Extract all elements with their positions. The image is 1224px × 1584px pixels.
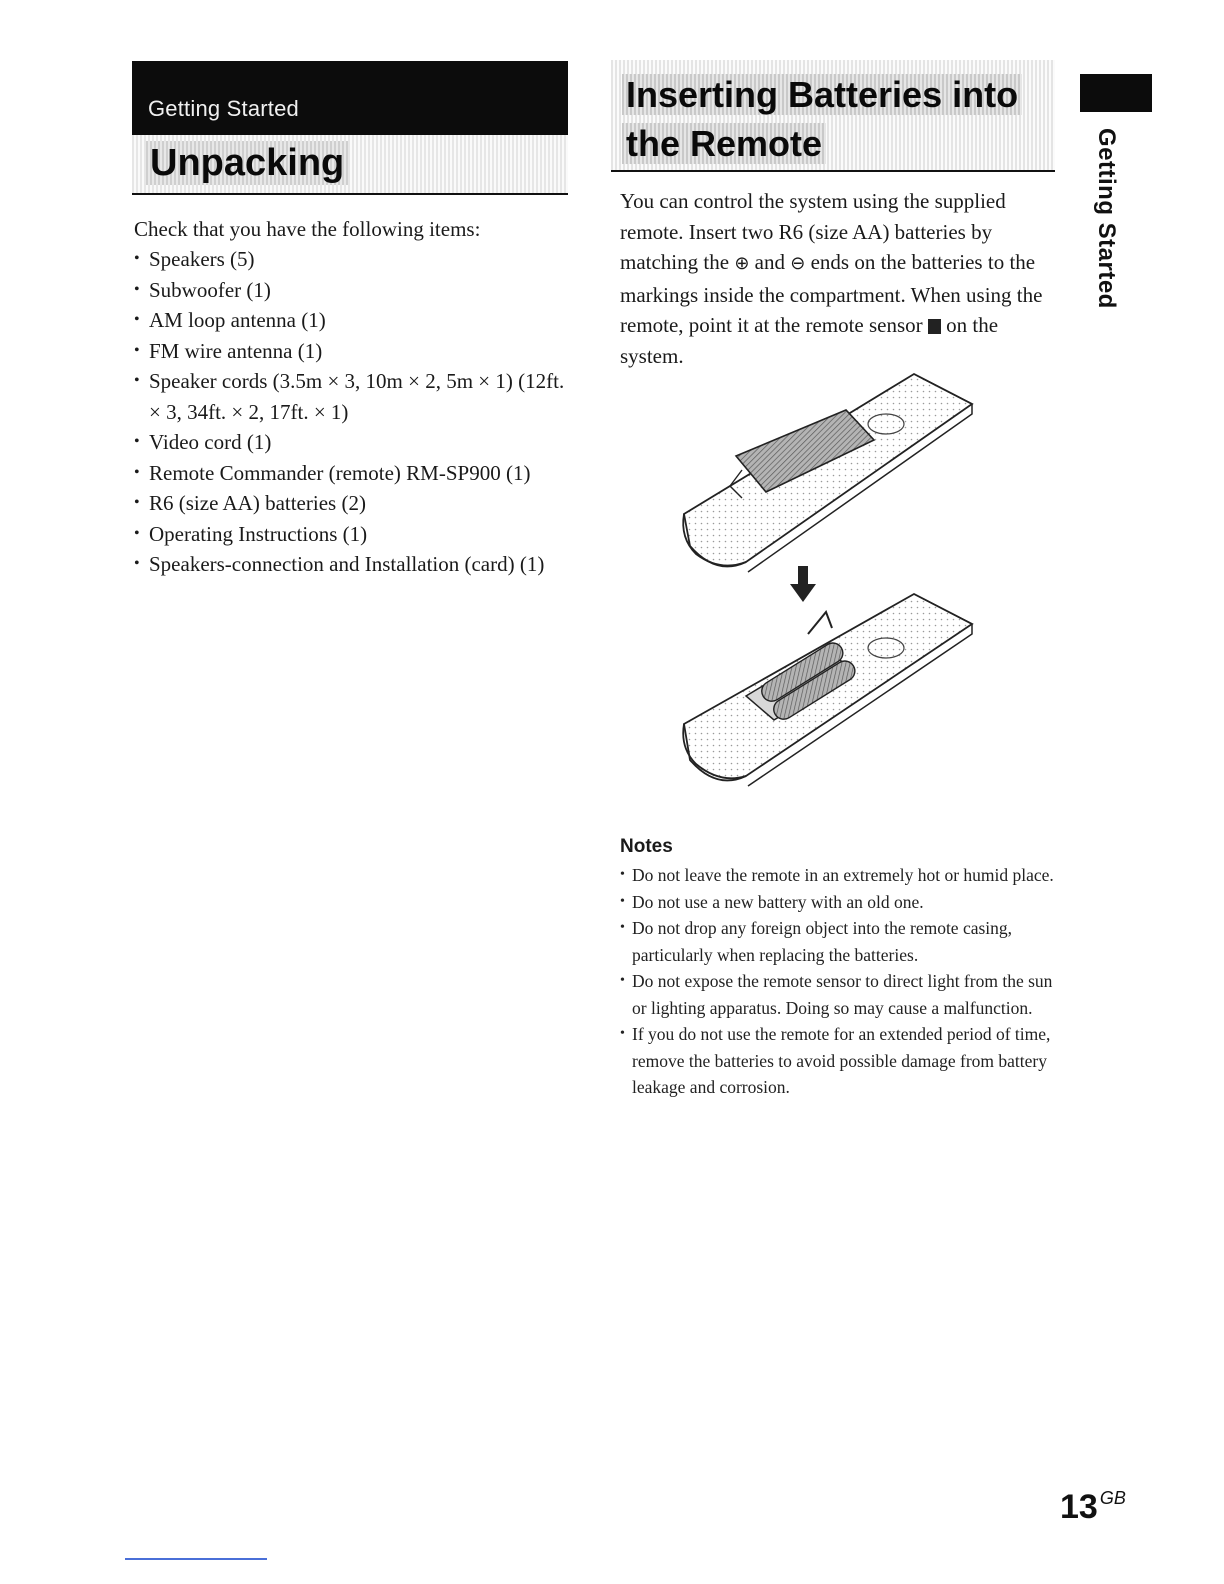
note-item: • Do not leave the remote in an extremely hot or humid place. xyxy=(620,862,1056,889)
minus-symbol-icon: ⊖ xyxy=(790,253,806,274)
list-item: • Video cord (1) xyxy=(134,427,574,458)
remote-battery-illustration xyxy=(676,366,976,806)
list-item: • Speakers-connection and Installation (card) (1) xyxy=(134,549,574,580)
note-item: • Do not use a new battery with an old one. xyxy=(620,889,1056,916)
batteries-paragraph xyxy=(620,186,1060,371)
chapter-tab-marker xyxy=(1080,74,1152,112)
remote-top xyxy=(683,374,972,572)
page-number-suffix: GB xyxy=(1099,1488,1126,1508)
list-item: • Subwoofer (1) xyxy=(134,275,574,306)
para-part-1: You can control the system using the supplied remote. Insert two R6 (size AA) batteries by matching the xyxy=(620,189,1006,274)
note-item: • If you do not use the remote for an extended period of time, remove the batteries to avoid possible damage from battery leakage and corrosion. xyxy=(620,1021,1056,1101)
para-part-3: on the system. xyxy=(620,313,999,368)
list-item: • Operating Instructions (1) xyxy=(134,519,574,550)
list-item: • AM loop antenna (1) xyxy=(134,305,574,336)
notes-heading: Notes xyxy=(620,836,673,857)
title-rule-batteries xyxy=(611,170,1055,172)
list-item: • Remote Commander (remote) RM-SP900 (1) xyxy=(134,458,574,489)
list-item: • R6 (size AA) batteries (2) xyxy=(134,488,574,519)
remote-sensor-icon xyxy=(928,319,941,334)
footer-link-underline xyxy=(125,1558,267,1560)
para-part-2: ends on the batteries to the markings inside the compartment. When using the remote, point it at the remote sensor xyxy=(620,250,1043,337)
title-line-1: Inserting Batteries into xyxy=(622,74,1022,115)
chapter-tab-label: Getting Started xyxy=(1093,128,1120,309)
plus-symbol-icon: ⊕ xyxy=(734,253,750,274)
page-number xyxy=(1060,1488,1126,1527)
notes-list xyxy=(620,862,1056,1101)
section-label: Getting Started xyxy=(148,96,299,121)
note-item: • Do not expose the remote sensor to direct light from the sun or lighting apparatus. Doing so may cause a malfunction. xyxy=(620,968,1056,1021)
page-number-value: 13 xyxy=(1060,1488,1098,1526)
list-item: • Speaker cords (3.5m × 3, 10m × 2, 5m × 1) (12ft. × 3, 34ft. × 2, 17ft. × 1) xyxy=(134,366,574,427)
page-title-batteries xyxy=(622,70,1052,168)
items-list xyxy=(134,244,574,580)
page-title-unpacking: Unpacking xyxy=(146,141,348,185)
list-item: • Speakers (5) xyxy=(134,244,574,275)
title-rule xyxy=(132,193,568,195)
para-and: and xyxy=(754,250,785,274)
remote-bottom xyxy=(683,594,972,786)
down-arrow-icon xyxy=(790,566,816,602)
unpacking-intro: Check that you have the following items: xyxy=(134,217,481,241)
title-line-2: the Remote xyxy=(622,123,826,164)
note-item: • Do not drop any foreign object into the remote casing, particularly when replacing the batteries. xyxy=(620,915,1056,968)
list-item: • FM wire antenna (1) xyxy=(134,336,574,367)
